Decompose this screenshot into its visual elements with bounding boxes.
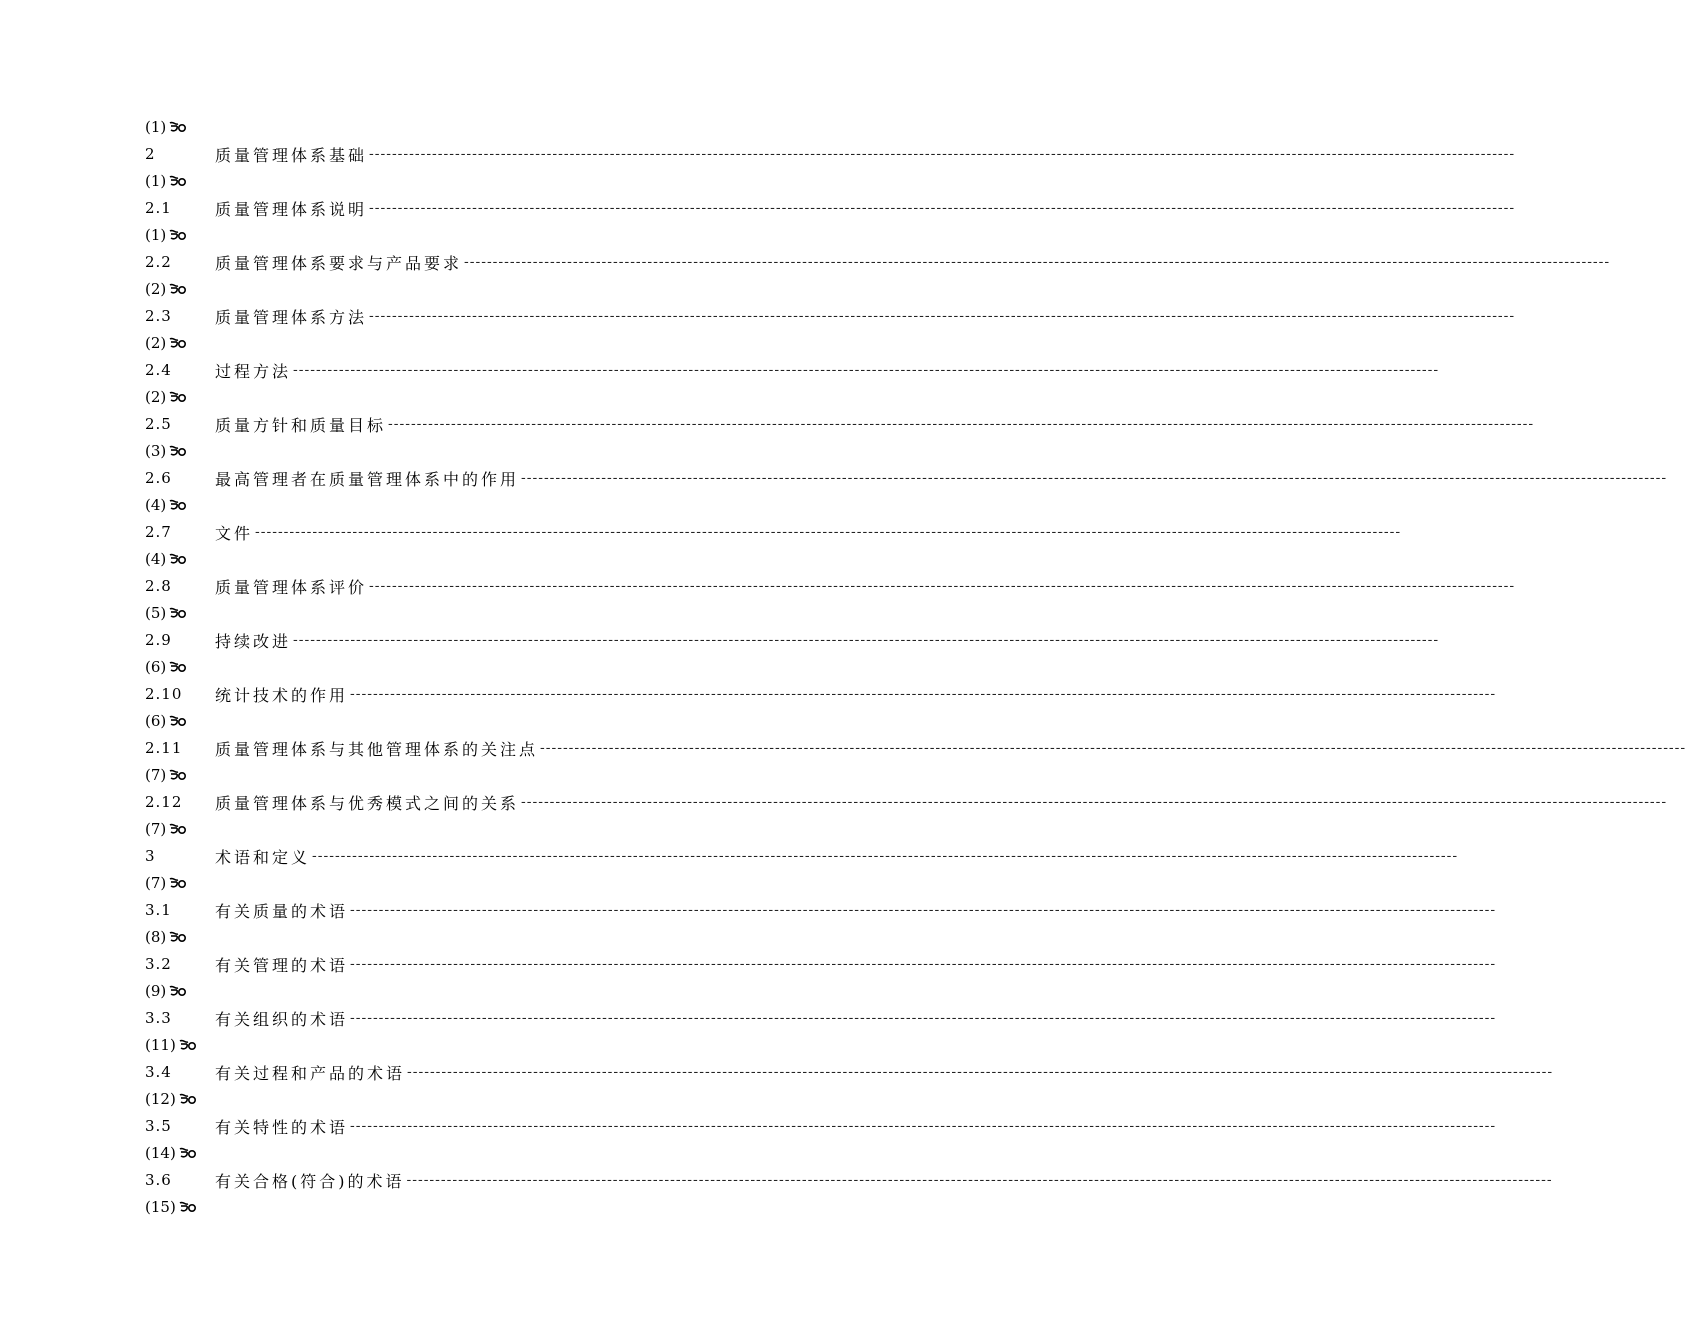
toc-section-number: 3 [145, 847, 156, 865]
toc-section-title[interactable]: 质量方针和质量目标 [215, 415, 387, 435]
toc-section-number: 2.4 [145, 361, 172, 379]
toc-section-number: 2.2 [145, 253, 172, 271]
toc-entry[interactable] [145, 572, 1516, 626]
toc-entry[interactable] [145, 194, 1516, 248]
toc-page-line [145, 1086, 807, 1112]
toc-page-line [145, 276, 807, 302]
toc-section-title[interactable]: 有关特性的术语 [215, 1117, 349, 1137]
toc-page-line [145, 870, 807, 896]
table-of-contents [145, 114, 1686, 1220]
toc-section-title[interactable]: 质量管理体系与其他管理体系的关注点 [215, 739, 539, 759]
toc-page-number: (11) [145, 1036, 176, 1054]
hyperlink-mark-icon[interactable] [178, 1038, 198, 1052]
toc-section-number: 2.1 [145, 199, 172, 217]
toc-entry[interactable] [145, 1112, 1497, 1166]
toc-page-number: (1) [145, 172, 167, 190]
toc-entry[interactable] [145, 626, 1440, 680]
hyperlink-mark-icon[interactable] [168, 390, 188, 404]
toc-section-number: 3.1 [145, 901, 172, 919]
toc-page-number: (2) [145, 334, 167, 352]
toc-section-title[interactable]: 质量管理体系方法 [215, 307, 368, 327]
toc-page-number: (3) [145, 442, 167, 460]
toc-page-line [145, 438, 807, 464]
toc-section-number: 2.3 [145, 307, 172, 325]
toc-title-line[interactable] [145, 572, 1516, 600]
hyperlink-mark-icon[interactable] [168, 174, 188, 188]
toc-section-title[interactable]: 有关组织的术语 [215, 1009, 349, 1029]
toc-title-line[interactable] [145, 896, 1497, 924]
hyperlink-mark-icon[interactable] [168, 768, 188, 782]
toc-page-number: (2) [145, 280, 167, 298]
hyperlink-mark-icon[interactable] [168, 930, 188, 944]
hyperlink-mark-icon[interactable] [168, 120, 188, 134]
toc-title-line[interactable] [145, 626, 1440, 654]
toc-title-line[interactable] [145, 788, 1668, 816]
toc-dot-leader: -------------------------------------------------------------------------------------------------------------------------------------------------------------------------------------------------------- [350, 1010, 1497, 1026]
toc-page-number: (2) [145, 388, 167, 406]
toc-title-line[interactable] [145, 1058, 1554, 1086]
toc-title-line[interactable] [145, 1166, 1553, 1194]
toc-page-number: (7) [145, 874, 167, 892]
toc-section-title[interactable]: 持续改进 [215, 631, 292, 651]
toc-section-number: 2.11 [145, 739, 183, 757]
toc-page-line [145, 222, 807, 248]
toc-page-number: (7) [145, 820, 167, 838]
toc-title-line[interactable] [145, 302, 1516, 330]
hyperlink-mark-icon[interactable] [168, 282, 188, 296]
hyperlink-mark-icon[interactable] [178, 1200, 198, 1214]
toc-page-line [145, 330, 807, 356]
hyperlink-mark-icon[interactable] [178, 1146, 198, 1160]
toc-section-title[interactable]: 术语和定义 [215, 847, 311, 867]
toc-lead-page-line [145, 114, 807, 140]
toc-section-number: 3.3 [145, 1009, 172, 1027]
toc-dot-leader: -------------------------------------------------------------------------------------------------------------------------------------------------------------------------------------------------------- [312, 848, 1459, 864]
toc-section-number: 3.6 [145, 1171, 172, 1189]
toc-dot-leader: -------------------------------------------------------------------------------------------------------------------------------------------------------------------------------------------------------- [350, 1118, 1497, 1134]
toc-entry[interactable] [145, 734, 1686, 788]
toc-page-line [145, 600, 807, 626]
toc-dot-leader: -------------------------------------------------------------------------------------------------------------------------------------------------------------------------------------------------------- [540, 740, 1686, 756]
toc-section-number: 2.5 [145, 415, 172, 433]
toc-title-line[interactable] [145, 842, 1459, 870]
toc-entry[interactable] [145, 518, 1402, 572]
toc-dot-leader: -------------------------------------------------------------------------------------------------------------------------------------------------------------------------------------------------------- [388, 416, 1535, 432]
toc-dot-leader: -------------------------------------------------------------------------------------------------------------------------------------------------------------------------------------------------------- [369, 146, 1516, 162]
toc-dot-leader: -------------------------------------------------------------------------------------------------------------------------------------------------------------------------------------------------------- [407, 1064, 1554, 1080]
hyperlink-mark-icon[interactable] [178, 1092, 198, 1106]
toc-dot-leader: -------------------------------------------------------------------------------------------------------------------------------------------------------------------------------------------------------- [350, 956, 1497, 972]
toc-section-title[interactable]: 有关管理的术语 [215, 955, 349, 975]
toc-title-line[interactable] [145, 248, 1611, 276]
toc-entry[interactable] [145, 356, 1440, 410]
toc-title-line[interactable] [145, 410, 1535, 438]
toc-entry[interactable] [145, 896, 1497, 950]
toc-section-number: 3.4 [145, 1063, 172, 1081]
toc-title-line[interactable] [145, 518, 1402, 546]
toc-title-line[interactable] [145, 680, 1497, 708]
toc-page-line [145, 1194, 807, 1220]
toc-section-title[interactable]: 质量管理体系评价 [215, 577, 368, 597]
toc-section-number: 2 [145, 145, 156, 163]
toc-dot-leader: -------------------------------------------------------------------------------------------------------------------------------------------------------------------------------------------------------- [293, 632, 1440, 648]
toc-entry[interactable] [145, 140, 1516, 194]
toc-dot-leader: -------------------------------------------------------------------------------------------------------------------------------------------------------------------------------------------------------- [369, 200, 1516, 216]
toc-page-number: (5) [145, 604, 167, 622]
toc-page-line [145, 978, 807, 1004]
toc-page-number: (7) [145, 766, 167, 784]
toc-entry[interactable] [145, 410, 1535, 464]
hyperlink-mark-icon[interactable] [168, 498, 188, 512]
hyperlink-mark-icon[interactable] [168, 444, 188, 458]
toc-section-title[interactable]: 质量管理体系说明 [215, 199, 368, 219]
toc-section-number: 3.5 [145, 1117, 172, 1135]
toc-dot-leader: -------------------------------------------------------------------------------------------------------------------------------------------------------------------------------------------------------- [464, 254, 1611, 270]
toc-section-number: 3.2 [145, 955, 172, 973]
toc-title-line[interactable] [145, 464, 1668, 492]
toc-title-line[interactable] [145, 1004, 1497, 1032]
toc-section-title[interactable]: 质量管理体系与优秀模式之间的关系 [215, 793, 520, 813]
toc-dot-leader: -------------------------------------------------------------------------------------------------------------------------------------------------------------------------------------------------------- [521, 470, 1668, 486]
toc-page-line [145, 384, 807, 410]
toc-page-number: (14) [145, 1144, 176, 1162]
toc-page-number: (1) [145, 118, 167, 136]
toc-entry[interactable] [145, 464, 1668, 518]
toc-section-number: 2.7 [145, 523, 172, 541]
hyperlink-mark-icon[interactable] [168, 822, 188, 836]
toc-dot-leader: -------------------------------------------------------------------------------------------------------------------------------------------------------------------------------------------------------- [406, 1172, 1553, 1188]
toc-dot-leader: -------------------------------------------------------------------------------------------------------------------------------------------------------------------------------------------------------- [255, 524, 1402, 540]
toc-section-title[interactable]: 有关过程和产品的术语 [215, 1063, 406, 1083]
toc-entries [145, 140, 1686, 1220]
toc-section-number: 2.6 [145, 469, 172, 487]
hyperlink-mark-icon[interactable] [168, 606, 188, 620]
toc-section-title[interactable]: 有关合格(符合)的术语 [215, 1171, 405, 1191]
toc-section-title[interactable]: 统计技术的作用 [215, 685, 349, 705]
toc-title-line[interactable] [145, 1112, 1497, 1140]
toc-entry[interactable] [145, 950, 1497, 1004]
toc-entry[interactable] [145, 842, 1459, 896]
toc-title-line[interactable] [145, 950, 1497, 978]
hyperlink-mark-icon[interactable] [168, 984, 188, 998]
toc-page-line [145, 654, 807, 680]
toc-dot-leader: -------------------------------------------------------------------------------------------------------------------------------------------------------------------------------------------------------- [369, 578, 1516, 594]
toc-page-line [145, 708, 807, 734]
toc-title-line[interactable] [145, 734, 1686, 762]
hyperlink-mark-icon[interactable] [168, 660, 188, 674]
hyperlink-mark-icon[interactable] [168, 876, 188, 890]
toc-dot-leader: -------------------------------------------------------------------------------------------------------------------------------------------------------------------------------------------------------- [521, 794, 1668, 810]
toc-section-number: 2.9 [145, 631, 172, 649]
toc-page-number: (8) [145, 928, 167, 946]
toc-title-line[interactable] [145, 140, 1516, 168]
toc-section-number: 2.8 [145, 577, 172, 595]
toc-page-number: (15) [145, 1198, 176, 1216]
toc-title-line[interactable] [145, 356, 1440, 384]
toc-section-title[interactable]: 过程方法 [215, 361, 292, 381]
toc-entry[interactable] [145, 1004, 1497, 1058]
toc-dot-leader: -------------------------------------------------------------------------------------------------------------------------------------------------------------------------------------------------------- [350, 686, 1497, 702]
toc-page-line [145, 546, 807, 572]
toc-section-number: 2.12 [145, 793, 183, 811]
toc-page-number: (1) [145, 226, 167, 244]
toc-page-line [145, 924, 807, 950]
toc-entry[interactable] [145, 1058, 1554, 1112]
hyperlink-mark-icon[interactable] [168, 336, 188, 350]
toc-section-title[interactable]: 有关质量的术语 [215, 901, 349, 921]
toc-entry[interactable] [145, 1166, 1553, 1220]
toc-page-line [145, 1140, 807, 1166]
toc-section-title[interactable]: 质量管理体系要求与产品要求 [215, 253, 463, 273]
toc-page-number: (12) [145, 1090, 176, 1108]
hyperlink-mark-icon[interactable] [168, 714, 188, 728]
toc-page-number: (4) [145, 496, 167, 514]
toc-page-line [145, 492, 807, 518]
toc-section-title[interactable]: 文件 [215, 523, 254, 543]
toc-entry[interactable] [145, 302, 1516, 356]
toc-entry[interactable] [145, 680, 1497, 734]
toc-section-title[interactable]: 最高管理者在质量管理体系中的作用 [215, 469, 520, 489]
toc-dot-leader: -------------------------------------------------------------------------------------------------------------------------------------------------------------------------------------------------------- [350, 902, 1497, 918]
toc-page-number: (9) [145, 982, 167, 1000]
toc-section-title[interactable]: 质量管理体系基础 [215, 145, 368, 165]
toc-page-line [145, 762, 807, 788]
toc-entry[interactable] [145, 248, 1611, 302]
toc-page-line [145, 168, 807, 194]
toc-dot-leader: -------------------------------------------------------------------------------------------------------------------------------------------------------------------------------------------------------- [293, 362, 1440, 378]
toc-section-number: 2.10 [145, 685, 183, 703]
toc-dot-leader: -------------------------------------------------------------------------------------------------------------------------------------------------------------------------------------------------------- [369, 308, 1516, 324]
toc-page-number: (6) [145, 712, 167, 730]
toc-page-number: (4) [145, 550, 167, 568]
toc-title-line[interactable] [145, 194, 1516, 222]
toc-entry[interactable] [145, 788, 1668, 842]
hyperlink-mark-icon[interactable] [168, 228, 188, 242]
toc-page-line [145, 816, 807, 842]
toc-page-number: (6) [145, 658, 167, 676]
toc-page-line [145, 1032, 807, 1058]
hyperlink-mark-icon[interactable] [168, 552, 188, 566]
